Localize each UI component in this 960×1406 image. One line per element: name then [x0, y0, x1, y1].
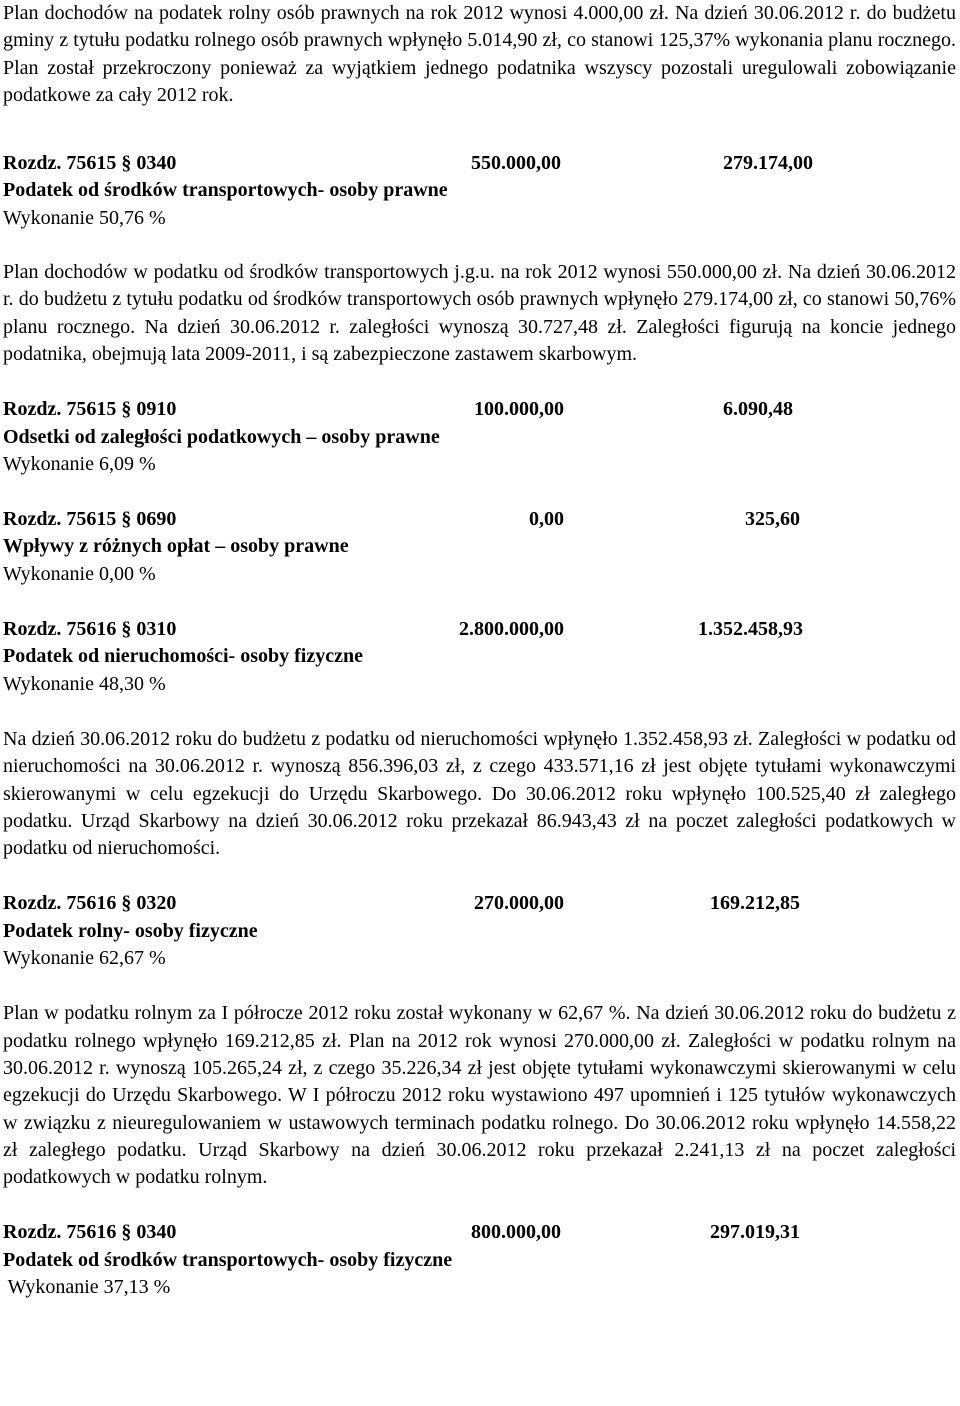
plan-amount: 800.000,00	[471, 1221, 561, 1244]
section-title: Wpływy z różnych opłat – osoby prawne	[3, 535, 349, 558]
spacer	[3, 972, 956, 1000]
spacer	[3, 368, 956, 396]
execution-amount: 169.212,85	[710, 892, 800, 915]
execution-percent: Wykonanie 48,30 %	[3, 672, 166, 695]
section-code: Rozdz. 75616 § 0340	[3, 1221, 177, 1244]
section-title: Podatek od nieruchomości- osoby fizyczne	[3, 645, 363, 668]
execution-percent: Wykonanie 6,09 %	[3, 452, 156, 475]
section-code: Rozdz. 75616 § 0310	[3, 618, 177, 641]
spacer	[3, 862, 956, 890]
execution-percent: Wykonanie 0,00 %	[3, 562, 156, 585]
section-code: Rozdz. 75616 § 0320	[3, 892, 177, 915]
section-header	[3, 150, 956, 177]
execution-amount: 6.090,48	[723, 398, 793, 421]
execution-amount: 297.019,31	[710, 1221, 800, 1244]
document-page	[3, 0, 956, 1301]
spacer	[3, 109, 956, 150]
execution-amount: 1.352.458,93	[698, 618, 803, 641]
section-header	[3, 616, 956, 643]
execution-percent: Wykonanie 50,76 %	[3, 206, 166, 229]
execution-percent: Wykonanie 62,67 %	[3, 947, 166, 970]
spacer	[3, 698, 956, 726]
section-description: Na dzień 30.06.2012 roku do budżetu z podatku od nieruchomości wpłynęło 1.352.458,93 zł. Zaległości w podatku od nieruchomości na 30.06.2012 r. wynoszą 856.396,03 zł, z czego 433.571,16 zł jest objęte tytułami wykonawczymi skierowanymi w celu egzekucji do Urzędu Skarbowego. Do 30.06.2012 roku wpłynęło 100.525,40 zł zaległego podatku. Urząd Skarbowy na dzień 30.06.2012 roku przekazał 86.943,43 zł na poczet zaległości podatkowych w podatku od nieruchomości.	[3, 727, 956, 860]
execution-percent: Wykonanie 37,13 %	[3, 1275, 171, 1298]
section-code: Rozdz. 75615 § 0910	[3, 398, 177, 421]
section-title: Podatek od środków transportowych- osoby prawne	[3, 179, 448, 202]
section-code: Rozdz. 75615 § 0690	[3, 508, 177, 531]
section-title: Podatek od środków transportowych- osoby fizyczne	[3, 1248, 453, 1271]
plan-amount: 2.800.000,00	[459, 618, 564, 641]
plan-amount: 0,00	[529, 508, 564, 531]
plan-amount: 550.000,00	[471, 152, 561, 175]
intro-paragraph: Plan dochodów na podatek rolny osób prawnych na rok 2012 wynosi 4.000,00 zł. Na dzień 30.06.2012 r. do budżetu gminy z tytułu podatku rolnego osób prawnych wpłynęło 5.014,90 zł, co stanowi 125,37% wykonania planu rocznego. Plan został przekroczony ponieważ za wyjątkiem jednego podatnika wszyscy pozostali uregulowali zobowiązanie podatkowe za cały 2012 rok.	[3, 2, 956, 106]
section-title: Odsetki od zaległości podatkowych – osoby prawne	[3, 425, 440, 448]
spacer	[3, 1191, 956, 1219]
section-header	[3, 1219, 956, 1246]
section-code: Rozdz. 75615 § 0340	[3, 152, 177, 175]
section-description: Plan w podatku rolnym za I półrocze 2012 roku został wykonany w 62,67 %. Na dzień 30.06.2012 roku do budżetu z podatku rolnego wpłynęło 169.212,85 zł. Plan na 2012 rok wynosi 270.000,00 zł. Zaległości w podatku rolnym na 30.06.2012 r. wynoszą 105.265,24 zł, z czego 35.226,34 zł jest objęte tytułami wykonawczymi skierowanymi w celu egzekucji do Urzędu Skarbowego. W I półroczu 2012 roku wystawiono 497 upomnień i 125 tytułów wykonawczych w związku z nieuregulowaniem w ustawowych terminach podatku rolnego. Do 30.06.2012 roku wpłynęło 14.558,22 zł zaległego podatku. Urząd Skarbowy na dzień 30.06.2012 roku przekazał 2.241,13 zł na poczet zaległości podatkowych w podatku rolnym.	[3, 1002, 956, 1189]
plan-amount: 270.000,00	[474, 892, 564, 915]
plan-amount: 100.000,00	[474, 398, 564, 421]
section-header	[3, 890, 956, 917]
execution-amount: 279.174,00	[723, 152, 813, 175]
execution-amount: 325,60	[745, 508, 800, 531]
section-header	[3, 396, 956, 423]
spacer	[3, 588, 956, 616]
section-header	[3, 506, 956, 533]
spacer	[3, 232, 956, 259]
section-title: Podatek rolny- osoby fizyczne	[3, 919, 258, 942]
spacer	[3, 478, 956, 506]
section-description: Plan dochodów w podatku od środków transportowych j.g.u. na rok 2012 wynosi 550.000,00 zł. Na dzień 30.06.2012 r. do budżetu z tytułu podatku od środków transportowych osób prawnych wpłynęło 279.174,00 zł, co stanowi 50,76% planu rocznego. Na dzień 30.06.2012 r. zaległości wynoszą 30.727,48 zł. Zaległości figurują na koncie jednego podatnika, obejmują lata 2009-2011, i są zabezpieczone zastawem skarbowym.	[3, 261, 956, 365]
